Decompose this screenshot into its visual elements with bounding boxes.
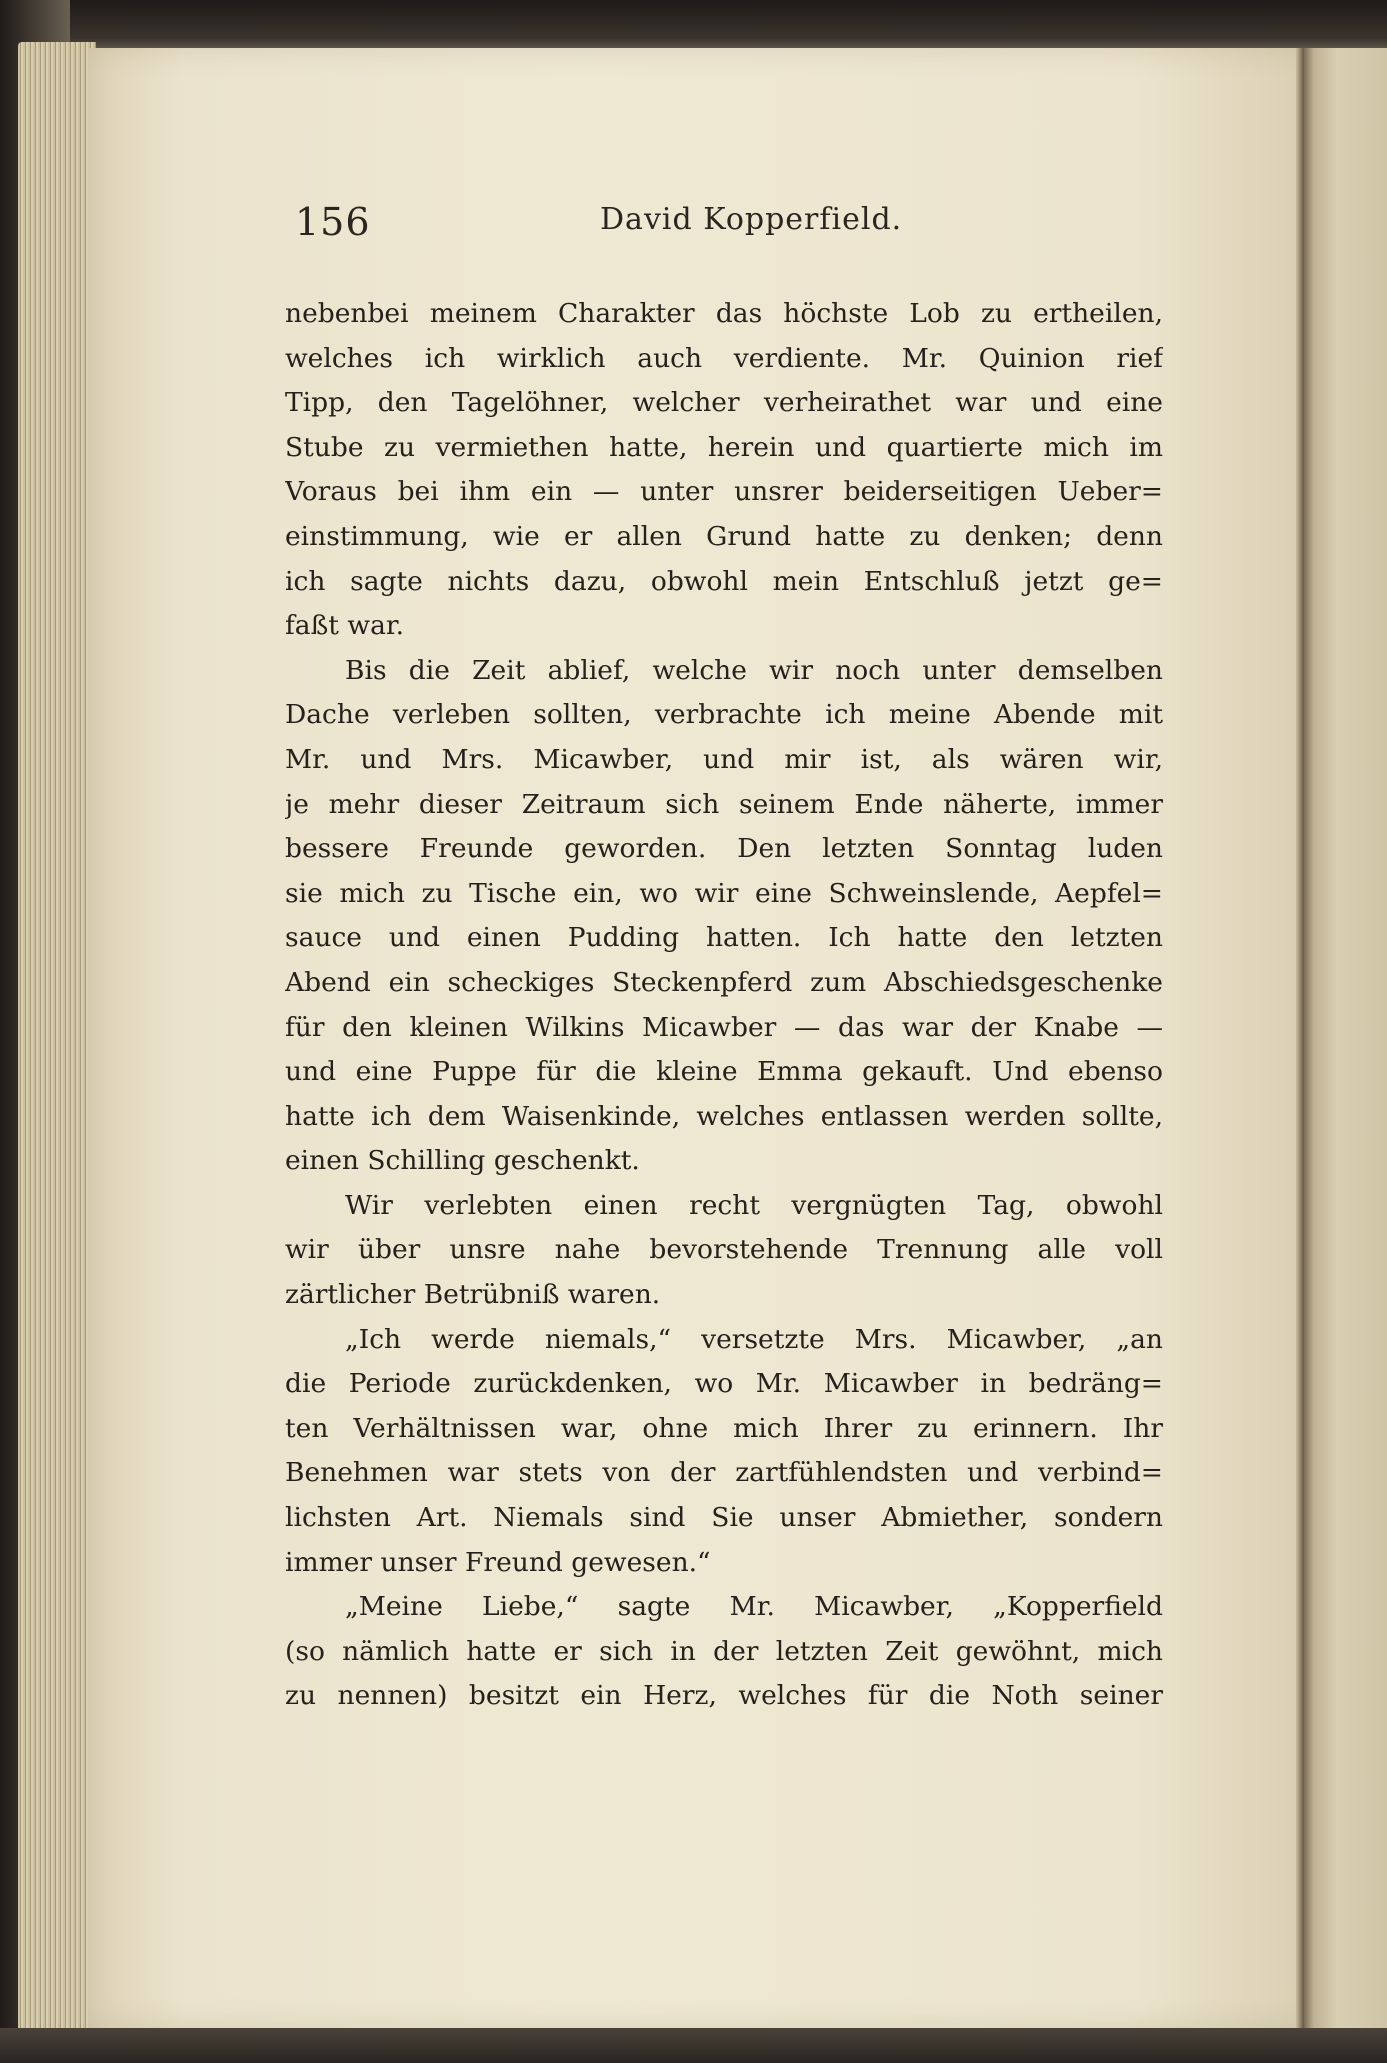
running-title: David Kopperfield.: [600, 202, 903, 237]
text-line: (so nämlich hatte er sich in der letzten Zeit gewöhnt, mich: [285, 1635, 1163, 1667]
text-line: Bis die Zeit ablief, welche wir noch unter demselben: [345, 654, 1163, 686]
text-line: für den kleinen Wilkins Micawber — das war der Knabe —: [285, 1011, 1163, 1043]
text-line: hatte ich dem Waisenkinde, welches entlassen werden sollte,: [285, 1100, 1163, 1132]
text-line: Dache verleben sollten, verbrachte ich meine Abende mit: [285, 699, 1163, 731]
text-line: Voraus bei ihm ein — unter unsrer beiderseitigen Ueber=: [285, 476, 1163, 508]
text-line: und eine Puppe für die kleine Emma gekauft. Und ebenso: [285, 1056, 1163, 1088]
text-line: je mehr dieser Zeitraum sich seinem Ende näherte, immer: [285, 788, 1163, 820]
adjacent-page: [1304, 48, 1387, 2028]
text-line: Stube zu vermiethen hatte, herein und quartierte mich im: [285, 431, 1163, 463]
text-line: faßt war.: [285, 610, 405, 642]
text-line: sauce und einen Pudding hatten. Ich hatte den letzten: [285, 922, 1163, 954]
text-line: „Ich werde niemals,“ versetzte Mrs. Micawber, „an: [345, 1323, 1163, 1355]
text-line: welches ich wirklich auch verdiente. Mr. Quinion rief: [285, 342, 1163, 374]
text-line: sie mich zu Tische ein, wo wir eine Schweinslende, Aepfel=: [285, 877, 1163, 909]
page-header: [295, 200, 1195, 250]
text-line: die Periode zurückdenken, wo Mr. Micawber in bedräng=: [285, 1368, 1163, 1400]
body-text: [285, 292, 1163, 1719]
text-line: wir über unsre nahe bevorstehende Trennung alle voll: [285, 1234, 1163, 1266]
text-line: ten Verhältnissen war, ohne mich Ihrer zu erinnern. Ihr: [285, 1412, 1163, 1444]
text-line: zu nennen) besitzt ein Herz, welches für die Noth seiner: [285, 1680, 1163, 1712]
text-line: immer unser Freund gewesen.“: [285, 1546, 711, 1578]
text-line: Wir verlebten einen recht vergnügten Tag, obwohl: [345, 1189, 1163, 1221]
book-cover-bottom: [0, 2028, 1387, 2063]
text-line: ich sagte nichts dazu, obwohl mein Entschluß jetzt ge=: [285, 565, 1163, 597]
text-line: Mr. und Mrs. Micawber, und mir ist, als wären wir,: [285, 743, 1163, 775]
page-edges: [18, 42, 96, 2037]
page-number: 156: [295, 200, 371, 244]
text-line: Abend ein scheckiges Steckenpferd zum Abschiedsgeschenke: [285, 966, 1163, 998]
text-line: zärtlicher Betrübniß waren.: [285, 1279, 661, 1311]
text-line: „Meine Liebe,“ sagte Mr. Micawber, „Kopperfield: [345, 1591, 1163, 1623]
text-line: einstimmung, wie er allen Grund hatte zu denken; denn: [285, 520, 1163, 552]
text-line: nebenbei meinem Charakter das höchste Lob zu ertheilen,: [285, 298, 1163, 329]
text-line: Benehmen war stets von der zartfühlendsten und verbind=: [285, 1457, 1163, 1489]
text-line: Tipp, den Tagelöhner, welcher verheirathet war und eine: [285, 387, 1163, 419]
book-cover-top: [0, 0, 1387, 48]
text-line: lichsten Art. Niemals sind Sie unser Abmiether, sondern: [285, 1502, 1163, 1534]
text-line: bessere Freunde geworden. Den letzten Sonntag luden: [285, 833, 1163, 865]
text-line: einen Schilling geschenkt.: [285, 1145, 640, 1177]
